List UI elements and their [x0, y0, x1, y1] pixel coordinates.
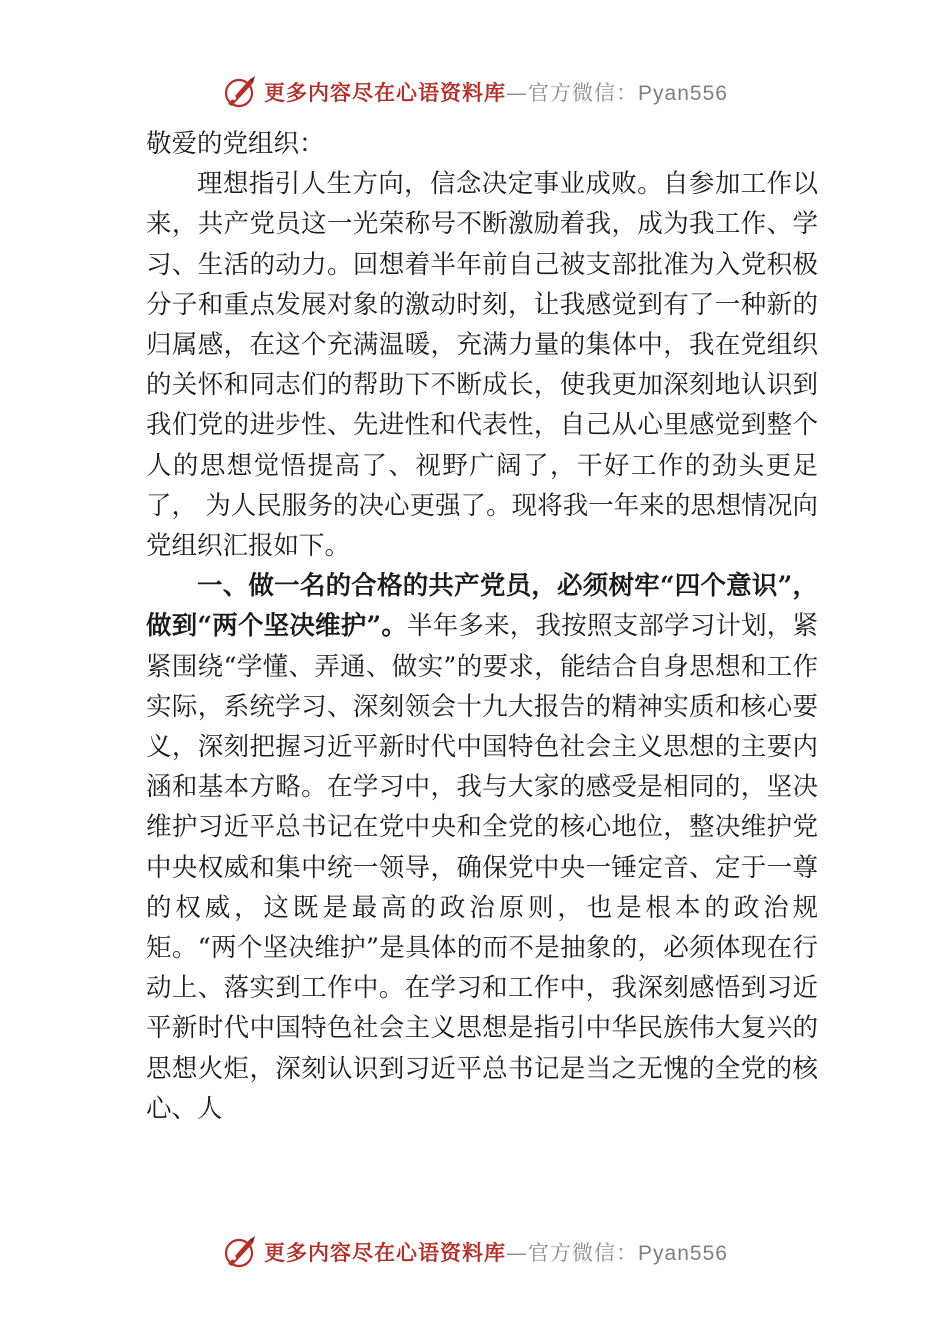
header-watermark-banner: [0, 72, 950, 112]
footer-watermark-banner: [0, 1232, 950, 1272]
salutation: 敬爱的党组织：: [146, 129, 325, 159]
header-banner-title: 更多内容尽在心语资料库: [264, 80, 507, 105]
header-banner-wechat-label: —官方微信：: [506, 81, 639, 105]
section-1-heading: 一、做一名的合格的共产党员，必须树牢“四个意识”，做到“两个坚决维护”。: [146, 571, 818, 642]
paragraph-intro: 理想指引人生方向，信念决定事业成败。自参加工作以来，共产党员这一光荣称号不断激励着我，成为我工作、学习、生活的动力。回想着半年前自己被支部批准为入党积极分子和重点发展对象的激动时刻，让我感觉到有了一种新的归属感，在这个充满温暖，充满力量的集体中，我在党组织的关怀和同志们的帮助下不断成长，使我更加深刻地认识到我们党的进步性、先进性和代表性，自己从心里感觉到整个人的思想觉悟提高了、视野广阔了，干好工作的劲头更足了， 为人民服务的决心更强了。现将我一年来的思想情况向党组织汇报如下。: [146, 169, 818, 562]
footer-banner-wechat-label: —官方微信：: [506, 1241, 639, 1265]
header-banner-text: [264, 77, 728, 107]
footer-banner-wechat-id: Pyan556: [638, 1242, 728, 1265]
pen-logo-icon: [222, 1234, 258, 1270]
pen-logo-icon: [222, 74, 258, 110]
paragraph-section-1: [146, 566, 818, 1129]
section-1-body: 半年多来，我按照支部学习计划，紧紧围绕“学懂、弄通、做实”的要求，能结合自身思想和工作实际，系统学习、深刻领会十九大报告的精神实质和核心要义，深刻把握习近平新时代中国特色社会主义思想的主要内涵和基本方略。在学习中，我与大家的感受是相同的，坚决维护习近平总书记在党中央和全党的核心地位，整决维护党中央权威和集中统一领导，确保党中央一锤定音、定于一尊的权威，这既是最高的政治原则，也是根本的政治规矩。“两个坚决维护”是具体的而不是抽象的，必须体现在行动上、落实到工作中。在学习和工作中，我深刻感悟到习近平新时代中国特色社会主义思想是指引中华民族伟大复兴的思想火炬，深刻认识到习近平总书记是当之无愧的全党的核心、人: [146, 611, 818, 1124]
footer-banner-title: 更多内容尽在心语资料库: [264, 1240, 507, 1265]
footer-banner-text: [264, 1237, 728, 1267]
letter-body: [146, 124, 818, 1129]
header-banner-wechat-id: Pyan556: [638, 82, 728, 105]
